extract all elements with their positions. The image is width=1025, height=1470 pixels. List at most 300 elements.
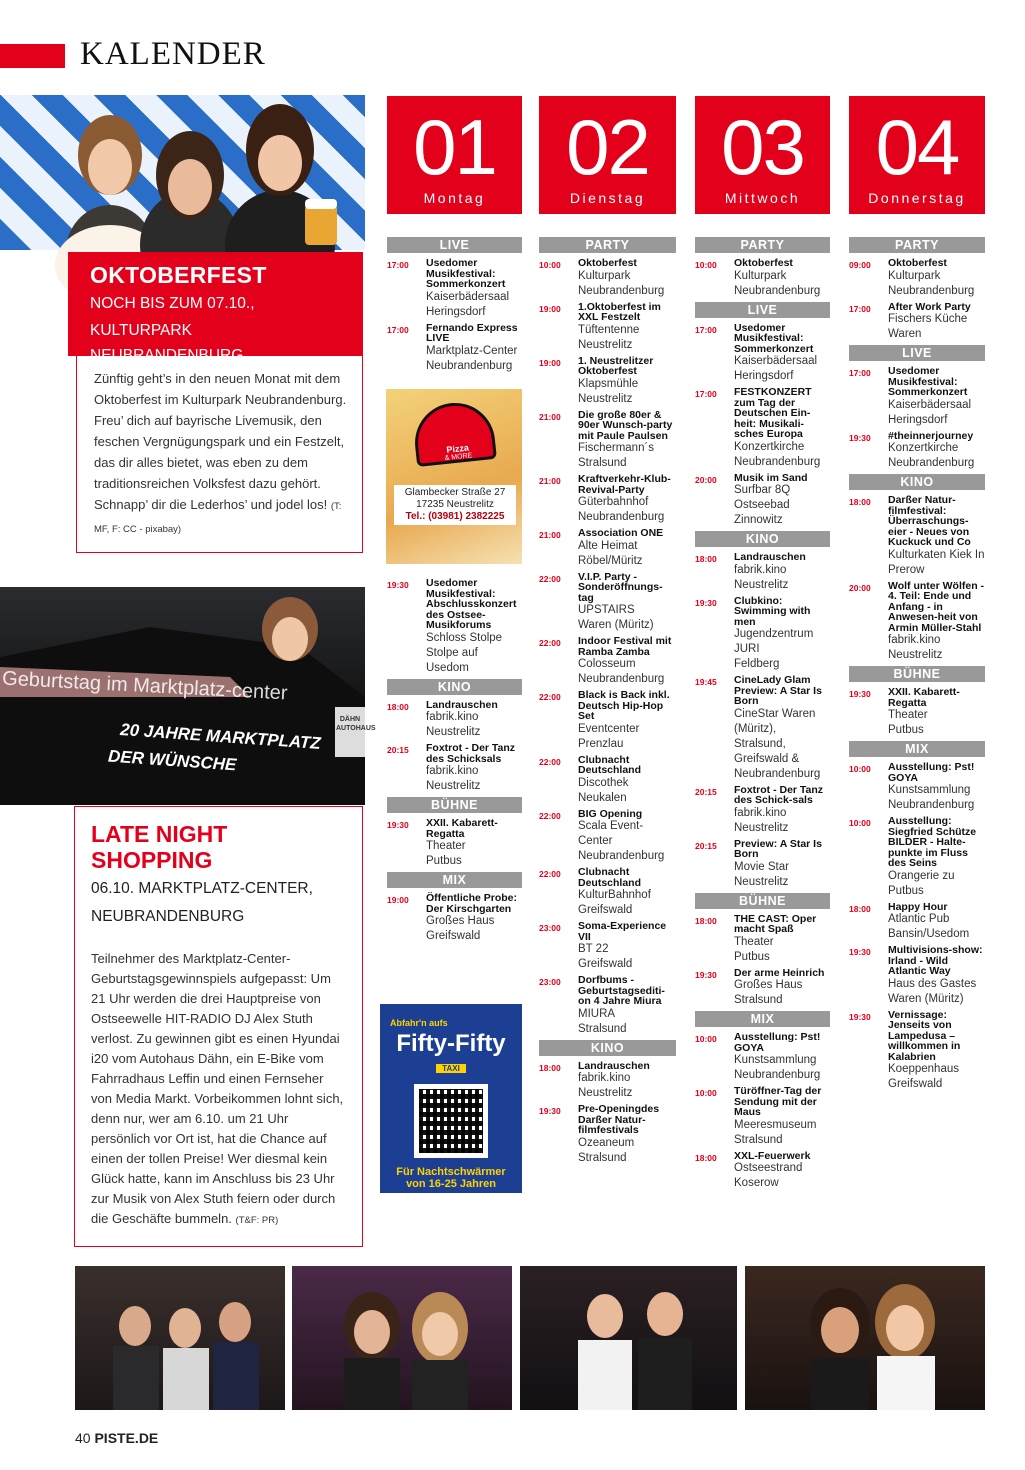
- event-name: Foxtrot - Der Tanz des Schick-sals: [734, 783, 824, 806]
- event-time: 21:00: [539, 476, 561, 486]
- event-info: [426, 323, 522, 374]
- event-info: [578, 1061, 676, 1102]
- event-item[interactable]: [849, 1010, 985, 1093]
- oktoberfest-credit: (T: MF, F: CC - pixabay): [94, 501, 342, 535]
- event-venue: fabrik.kino: [734, 563, 787, 576]
- event-city: Neubrandenburg: [734, 455, 821, 468]
- event-venue: Orangerie zu: [888, 869, 955, 882]
- late-night-location: NEUBRANDENBURG: [91, 908, 245, 925]
- event-time: 23:00: [539, 923, 561, 933]
- event-section: [539, 1040, 676, 1166]
- event-item[interactable]: [695, 968, 830, 1009]
- event-city: Neustrelitz: [578, 1087, 633, 1099]
- event-time: 20:00: [849, 582, 871, 593]
- event-time: 19:45: [695, 677, 717, 687]
- event-item[interactable]: [849, 302, 985, 343]
- event-time: 19:30: [849, 689, 871, 699]
- event-name: V.I.P. Party - Sonderöffnungs-tag: [578, 570, 663, 604]
- event-city: Greifswald: [578, 904, 633, 916]
- event-city: Neustrelitz: [734, 875, 789, 888]
- event-time: 19:30: [387, 580, 409, 590]
- event-name: XXII. Kabarett-Regatta: [426, 817, 498, 840]
- category-header: MIX: [849, 741, 985, 757]
- event-city: Putbus: [426, 855, 462, 867]
- category-header: PARTY: [539, 237, 676, 253]
- event-item[interactable]: [849, 581, 985, 664]
- event-info: [426, 258, 522, 320]
- event-venue: Kunstsammlung: [888, 784, 971, 796]
- event-name: Landrauschen: [426, 698, 498, 711]
- event-venue: fabrik.kino: [734, 806, 787, 819]
- event-item[interactable]: [539, 1061, 676, 1102]
- event-city: Koserow: [734, 1177, 779, 1189]
- event-item[interactable]: [539, 572, 676, 634]
- late-night-text: Teilnehmer des Marktplatz-Center-Geburtstagsgewinnspiels aufgepasst: Um 21 Uhr werden die drei Hauptpreise von Ostseewelle HIT-RADIO DJ Alex Stuth verlost. Zu gewinnen gibt es einen Hyundai i20 vom Autohaus Dähn, ein E-Bike vom Fahrradhaus Leffin und einen Fernseher von Media Markt. Vorbeikommen lohnt sich, denn nur, wer am 6.10. um 21 Uhr persönlich vor Ort ist, hat die Chance auf einen der tollen Preise! Wer diesmal kein Glück hatte, kann im Anschluss bis 23 Uhr zur Musik von Alex Stuth feiern oder durch die Geschäfte bummeln.: [91, 951, 344, 1226]
- site-name: PISTE.DE: [94, 1430, 159, 1446]
- event-info: [578, 1104, 676, 1166]
- event-time: 10:00: [695, 1088, 717, 1098]
- event-info: [888, 581, 985, 664]
- event-city: Neustrelitz: [578, 338, 633, 351]
- event-section: [387, 797, 522, 869]
- fifty-fifty-taxi-ad[interactable]: [380, 1004, 522, 1193]
- event-info: [734, 596, 830, 673]
- event-venue: Konzertkirche: [888, 442, 959, 454]
- event-city: Stralsund: [578, 1022, 627, 1035]
- event-item[interactable]: [695, 1086, 830, 1148]
- event-venue: Theater: [734, 935, 774, 948]
- event-venue: Surfbar 8Q: [734, 484, 791, 496]
- event-name: Kraftverkehr-Klub-Revival-Party: [578, 473, 671, 496]
- event-venue: Kulturpark: [888, 269, 941, 282]
- event-section: [849, 741, 985, 1092]
- event-section: [695, 1011, 830, 1191]
- event-section: [695, 531, 830, 890]
- event-section: [695, 237, 830, 299]
- category-header: BÜHNE: [695, 893, 830, 909]
- event-info: [734, 552, 830, 593]
- event-name: Musik im Sand: [734, 471, 808, 484]
- event-city: Stralsund: [578, 457, 627, 469]
- event-item[interactable]: [539, 975, 676, 1037]
- event-name: Association ONE: [578, 527, 664, 539]
- event-venue: Kaiserbädersaal: [426, 290, 510, 303]
- late-night-title-line2: SHOPPING: [91, 847, 213, 873]
- event-info: [578, 302, 676, 353]
- event-item[interactable]: [849, 902, 985, 943]
- event-item[interactable]: [539, 636, 676, 687]
- event-info: [578, 572, 676, 634]
- event-info: [734, 785, 830, 836]
- party-photo-3: [520, 1266, 737, 1410]
- oktoberfest-text: Zünftig geht’s in den neuen Monat mit dem Oktoberfest im Kulturpark Neubrandenburg. Freu’ dich auf bayrische Livemusik, den feschen Vergnügungspark und ein Festzelt, das dir alles bietet, was eben zu dem traditionsreichen Volksfest dazu gehört. Schnapp’ dir die Lederhos’ und jodel los!: [94, 371, 347, 512]
- event-venue: Movie Star: [734, 860, 789, 873]
- pizza-logo-text-more: & MORE: [444, 452, 473, 463]
- date-number: 02: [566, 103, 649, 191]
- category-header: LIVE: [387, 237, 522, 253]
- event-item[interactable]: [539, 809, 676, 865]
- event-item[interactable]: [849, 687, 985, 738]
- date-number: 04: [875, 103, 959, 191]
- category-header: BÜHNE: [849, 666, 985, 682]
- event-time: 23:00: [539, 977, 561, 987]
- event-section: [387, 578, 522, 676]
- event-venue: Discothek: [578, 776, 629, 789]
- event-venue: Theater: [426, 840, 466, 852]
- event-venue: MIURA: [578, 1007, 616, 1020]
- event-city: Neukalen: [578, 791, 627, 804]
- event-item[interactable]: [539, 690, 676, 752]
- event-city: Waren (Müritz): [888, 992, 964, 1005]
- pizza-logo: [411, 399, 497, 467]
- event-time: 20:15: [695, 840, 717, 851]
- event-item[interactable]: [539, 528, 676, 569]
- event-item[interactable]: [695, 1151, 830, 1192]
- category-header: LIVE: [695, 302, 830, 318]
- event-item[interactable]: [695, 675, 830, 782]
- pizza-ad[interactable]: [386, 389, 522, 564]
- event-city: Neustrelitz: [578, 392, 633, 405]
- header-accent-bar: [0, 44, 65, 68]
- oktoberfest-title: OKTOBERFEST: [90, 262, 267, 288]
- event-venue: Fischers Küche: [888, 313, 968, 325]
- event-info: [888, 258, 985, 299]
- event-venue: Kaiserbädersaal: [734, 355, 818, 367]
- event-item[interactable]: [695, 552, 830, 593]
- event-city: Röbel/Müritz: [578, 554, 643, 567]
- event-time: 19:00: [387, 895, 409, 905]
- late-night-shopping-box: [74, 806, 363, 1247]
- event-venue: Meeresmuseum: [734, 1118, 817, 1131]
- event-time: 19:30: [695, 969, 717, 980]
- event-name: Landrauschen: [578, 1059, 650, 1072]
- event-info: [888, 302, 985, 343]
- event-name: Oktoberfest: [888, 257, 947, 269]
- event-info: [578, 809, 676, 865]
- party-photo-1: [75, 1266, 285, 1410]
- event-item[interactable]: [695, 1032, 830, 1083]
- event-time: 19:30: [695, 597, 717, 608]
- event-time: 21:00: [539, 530, 561, 540]
- event-city: Greifswald: [426, 930, 481, 942]
- event-info: [578, 690, 676, 752]
- event-item[interactable]: [387, 818, 522, 869]
- category-header: KINO: [695, 531, 830, 547]
- event-name: Öffentliche Probe: Der Kirschgarten: [426, 892, 518, 915]
- event-name: Dorfbums - Geburtstagsediti-on 4 Jahre Miura: [578, 974, 665, 1007]
- event-time: 22:00: [539, 810, 561, 821]
- event-time: 10:00: [849, 818, 871, 828]
- event-city: Prenzlau: [578, 737, 624, 750]
- event-city: Putbus: [888, 724, 924, 736]
- event-venue: Jugendzentrum JURI: [734, 628, 814, 655]
- event-item[interactable]: [849, 366, 985, 428]
- event-city: Ostseebad Zinnowitz: [734, 499, 790, 526]
- event-time: 18:00: [849, 903, 871, 914]
- event-name: CineLady Glam Preview: A Star Is Born: [734, 674, 822, 707]
- event-info: [734, 1032, 830, 1083]
- pizza-phone: Tel.: (03981) 2382225: [405, 511, 505, 522]
- event-city: Neustrelitz: [426, 780, 481, 792]
- late-night-credit: (T&F: PR): [235, 1215, 279, 1226]
- event-name: Ausstellung: Pst! GOYA: [888, 761, 975, 784]
- event-item[interactable]: [695, 914, 830, 965]
- event-item[interactable]: [387, 578, 522, 676]
- event-venue: fabrik.kino: [888, 634, 941, 646]
- day-column-01: [387, 234, 522, 377]
- taxi-ad-bottom-line2: von 16-25 Jahren: [406, 1178, 496, 1190]
- event-item[interactable]: [387, 743, 522, 794]
- event-info: [888, 945, 985, 1007]
- event-item[interactable]: [539, 410, 676, 472]
- event-item[interactable]: [849, 816, 985, 899]
- category-header: KINO: [539, 1040, 676, 1056]
- event-time: 19:30: [387, 820, 409, 830]
- event-name: BIG Opening: [578, 807, 643, 820]
- event-name: Clubkino: Swimming with men: [734, 594, 811, 628]
- event-name: 1. Neustrelitzer Oktoberfest: [578, 354, 654, 377]
- event-info: [734, 968, 830, 1009]
- event-venue: Schloss Stolpe: [426, 631, 503, 644]
- date-weekday: Montag: [423, 190, 486, 206]
- event-city: Waren (Müritz): [578, 619, 654, 631]
- event-venue: Großes Haus: [734, 979, 803, 991]
- event-item[interactable]: [849, 431, 985, 472]
- event-time: 22:00: [539, 756, 561, 767]
- event-section: [849, 474, 985, 663]
- event-time: 17:00: [849, 303, 871, 314]
- event-info: [426, 818, 522, 869]
- event-name: Türöffner-Tag der Sendung mit der Maus: [734, 1085, 822, 1118]
- event-city: Heringsdorf: [888, 413, 948, 426]
- day-column-03: [695, 234, 830, 1194]
- event-name: Happy Hour: [888, 900, 948, 913]
- event-item[interactable]: [387, 893, 522, 944]
- date-number: 01: [413, 103, 496, 191]
- event-name: Usedomer Musikfestival: Abschlusskonzert des Ostsee-Musikforums: [426, 577, 517, 631]
- taxi-ad-brand: Fifty-Fifty: [396, 1030, 506, 1057]
- event-info: [734, 258, 830, 299]
- event-info: [426, 578, 522, 676]
- event-name: Indoor Festival mit Ramba Zamba: [578, 635, 672, 658]
- event-name: Clubnacht Deutschland: [578, 753, 642, 776]
- event-city: Bansin/Usedom: [888, 928, 970, 940]
- event-item[interactable]: [539, 1104, 676, 1166]
- event-name: Foxtrot - Der Tanz des Schicksals: [426, 742, 516, 765]
- event-venue: Fischermann´s: [578, 442, 655, 454]
- event-venue: Atlantic Pub: [888, 913, 950, 925]
- event-info: [888, 431, 985, 472]
- event-city: Waren: [888, 328, 922, 340]
- event-time: 21:00: [539, 411, 561, 422]
- event-venue: UPSTAIRS: [578, 604, 635, 616]
- event-section: [695, 893, 830, 1009]
- event-item[interactable]: [539, 474, 676, 525]
- day-column-01-lower: [387, 578, 522, 947]
- event-time: 19:30: [539, 1106, 561, 1116]
- event-time: 19:30: [849, 1011, 871, 1022]
- event-info: [578, 410, 676, 472]
- event-name: Landrauschen: [734, 551, 806, 563]
- event-info: [734, 675, 830, 782]
- event-city: Putbus: [888, 884, 924, 897]
- event-venue: Koeppenhaus: [888, 1063, 959, 1075]
- event-item[interactable]: [695, 323, 830, 385]
- event-item[interactable]: [539, 302, 676, 353]
- event-time: 09:00: [849, 260, 871, 270]
- event-venue: Kaiserbädersaal: [888, 398, 972, 411]
- event-time: 22:00: [539, 638, 561, 648]
- event-item[interactable]: [695, 473, 830, 529]
- marktplatz-car-photo: [0, 587, 376, 805]
- event-city: Neustrelitz: [888, 649, 943, 661]
- event-section: [849, 345, 985, 471]
- event-section: [387, 872, 522, 944]
- qr-code[interactable]: [414, 1084, 488, 1158]
- event-item[interactable]: [695, 387, 830, 470]
- event-info: [734, 473, 830, 529]
- event-city: Neustrelitz: [734, 578, 789, 591]
- event-item[interactable]: [849, 945, 985, 1007]
- date-weekday: Dienstag: [569, 190, 646, 206]
- event-info: [578, 636, 676, 687]
- event-city: Neubrandenburg: [888, 457, 975, 469]
- event-name: Wolf unter Wölfen - 4. Teil: Ende und Anfang - in Anwesen-heit von Armin Müller-Stahl: [888, 579, 985, 634]
- event-time: 20:15: [387, 745, 409, 755]
- event-city: Heringsdorf: [426, 305, 486, 318]
- page-number: 40: [75, 1430, 91, 1446]
- event-item[interactable]: [539, 867, 676, 918]
- event-name: Darßer Natur-filmfestival: Überraschungs-eier - Neues von Kuckuck und Co: [888, 494, 971, 548]
- event-name: THE CAST: Oper macht Spaß: [734, 912, 817, 935]
- event-info: [578, 867, 676, 918]
- event-item[interactable]: [539, 356, 676, 407]
- car-dealer-sign: DÄHN AUTOHAUS: [336, 716, 376, 732]
- event-section: [849, 666, 985, 738]
- event-name: Black is Back inkl. Deutsch Hip-Hop Set: [578, 689, 670, 722]
- event-item[interactable]: [387, 700, 522, 741]
- event-time: 22:00: [539, 573, 561, 584]
- event-name: Oktoberfest: [578, 257, 637, 269]
- event-city: Neubrandenburg: [888, 284, 975, 297]
- event-time: 17:00: [695, 389, 717, 399]
- event-city: Putbus: [734, 950, 770, 963]
- event-venue: Marktplatz-Center: [426, 344, 518, 357]
- event-item[interactable]: [539, 258, 676, 299]
- event-name: Ausstellung: Siegfried Schütze BILDER - Halte-punkte im Fluss des Seins: [888, 815, 977, 869]
- event-time: 18:00: [387, 701, 409, 712]
- oktoberfest-location: KULTURPARK NEUBRANDENBURG: [90, 322, 244, 364]
- event-name: Preview: A Star Is Born: [734, 837, 822, 860]
- pizza-street: Glambecker Straße 27: [404, 487, 506, 498]
- event-info: [426, 743, 522, 794]
- event-venue: fabrik.kino: [426, 765, 479, 777]
- party-photo-4: [745, 1266, 985, 1410]
- event-time: 10:00: [695, 1034, 717, 1044]
- taxi-ad-bottom-line1: Für Nachtschwärmer: [396, 1166, 506, 1178]
- event-venue: Kunstsammlung: [734, 1054, 817, 1066]
- category-header: MIX: [695, 1011, 830, 1027]
- event-info: [888, 902, 985, 943]
- event-venue: Haus des Gastes: [888, 977, 977, 990]
- event-item[interactable]: [849, 495, 985, 578]
- event-time: 18:00: [539, 1062, 561, 1073]
- event-time: 17:00: [387, 260, 409, 270]
- event-item[interactable]: [695, 596, 830, 673]
- event-section: [539, 237, 676, 1037]
- event-item[interactable]: [695, 839, 830, 890]
- oktoberfest-text-box: [76, 356, 363, 553]
- event-item[interactable]: [695, 785, 830, 836]
- event-city: Stralsund: [734, 1133, 783, 1146]
- event-city: Neubrandenburg: [888, 799, 975, 811]
- event-venue: Konzertkirche: [734, 440, 805, 453]
- event-time: 19:30: [849, 947, 871, 957]
- pizza-address-box: [394, 485, 516, 525]
- event-venue: Güterbahnhof: [578, 496, 649, 508]
- event-time: 20:00: [695, 474, 717, 485]
- event-city: Neubrandenburg: [426, 359, 513, 372]
- taxi-ad-top: Abfahr'n aufs: [390, 1018, 448, 1028]
- event-name: Ausstellung: Pst! GOYA: [734, 1031, 821, 1054]
- event-venue: Ozeaneum: [578, 1136, 635, 1149]
- event-time: 18:00: [695, 554, 717, 564]
- date-header-04: [849, 96, 985, 214]
- event-info: [734, 323, 830, 385]
- event-time: 17:00: [695, 324, 717, 335]
- date-header-03: [695, 96, 830, 214]
- event-info: [734, 839, 830, 890]
- event-info: [734, 914, 830, 965]
- event-time: 10:00: [849, 764, 871, 774]
- event-item[interactable]: [849, 258, 985, 299]
- oktoberfest-date: NOCH BIS ZUM 07.10.,: [90, 295, 255, 312]
- category-header: KINO: [849, 474, 985, 490]
- page-title: KALENDER: [80, 36, 266, 72]
- event-time: 17:00: [849, 368, 871, 378]
- event-item[interactable]: [387, 323, 522, 374]
- pizza-logo-text: Pizza: [445, 442, 470, 455]
- taxi-ad-badge: TAXI: [436, 1064, 466, 1073]
- event-info: [578, 356, 676, 407]
- event-item[interactable]: [849, 762, 985, 813]
- event-section: [387, 237, 522, 374]
- event-item[interactable]: [387, 258, 522, 320]
- event-venue: Kulturkaten Kiek In: [888, 548, 985, 561]
- event-info: [578, 528, 676, 569]
- party-photo-2: [292, 1266, 512, 1410]
- event-info: [578, 755, 676, 806]
- car-text-wishes: DER WÜNSCHE: [107, 746, 237, 775]
- event-name: Oktoberfest: [734, 257, 793, 269]
- event-name: XXL-Feuerwerk: [734, 1149, 811, 1162]
- event-venue: Eventcenter: [578, 722, 640, 735]
- event-city: Prerow: [888, 563, 925, 576]
- oktoberfest-headline-box: [68, 252, 363, 364]
- category-header: MIX: [387, 872, 522, 888]
- event-info: [888, 816, 985, 899]
- event-item[interactable]: [539, 755, 676, 806]
- event-venue: Großes Haus: [426, 915, 495, 927]
- event-venue: Klapsmühle: [578, 377, 639, 390]
- event-city: Stralsund: [578, 1151, 627, 1164]
- category-header: PARTY: [849, 237, 985, 253]
- event-time: 20:15: [695, 786, 717, 797]
- event-name: Fernando Express LIVE: [426, 321, 518, 344]
- event-item[interactable]: [539, 921, 676, 972]
- event-item[interactable]: [695, 258, 830, 299]
- event-city: Neubrandenburg: [734, 1069, 821, 1081]
